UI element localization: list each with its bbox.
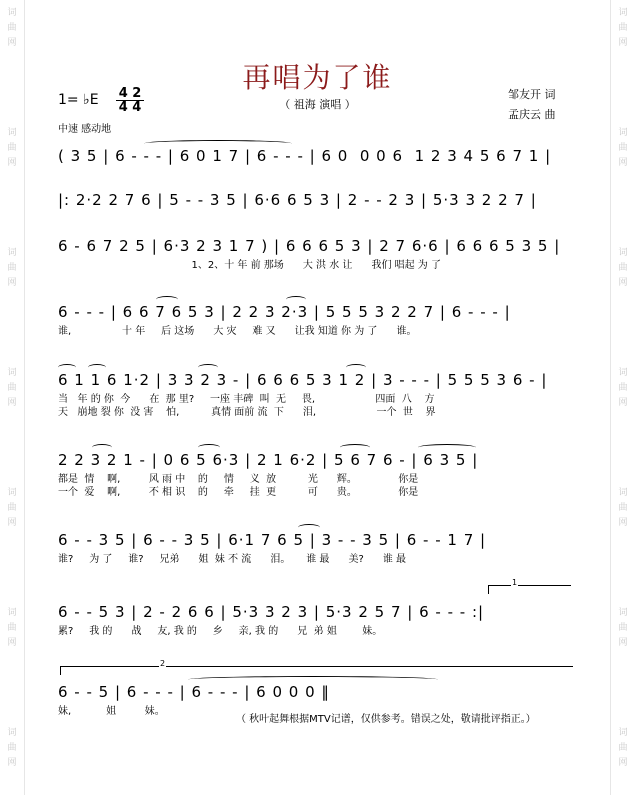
score-row	[58, 602, 573, 642]
watermark-text: 词 曲 网	[618, 728, 628, 768]
lyric-line: 累? 我 的 战 友, 我 的 乡 亲, 我 的 兄 弟 姐 妹。	[58, 626, 383, 637]
watermark-text: 词 曲 网	[7, 8, 17, 48]
score-row	[58, 302, 573, 342]
notation-line: 6 - - 5 3 | 2 - 2 6 6 | 5·3 3 2 3 | 5·3 2 5 7 | 6 - - - :|	[58, 603, 485, 621]
volta-number: 2	[160, 659, 166, 668]
watermark-text: 词 曲 网	[618, 368, 628, 408]
score-row	[58, 450, 573, 498]
notation-line: 6 - - - | 6 6 7 6 5 3 | 2 2 3 2·3 | 5 5 5 3 2 2 7 | 6 - - - |	[58, 303, 511, 321]
lyric-line: 都是 情 啊, 风 雨 中 的 情 义 放 光 辉。 你是	[58, 474, 419, 485]
slur-mark	[88, 364, 106, 371]
tempo-marking: 中速 感动地	[58, 124, 112, 135]
notation-line: 6 - - 5 | 6 - - - | 6 - - - | 6 0 0 0 ‖	[58, 683, 330, 701]
slur-mark	[156, 296, 178, 303]
slur-mark	[58, 364, 76, 371]
left-watermark-strip	[0, 0, 25, 795]
score-row	[58, 190, 573, 230]
watermark-text: 词 曲 网	[7, 128, 17, 168]
score-row	[58, 530, 573, 570]
second-ending-bracket	[60, 659, 573, 675]
watermark-text: 词 曲 网	[618, 248, 628, 288]
score-row	[58, 236, 573, 276]
lyric-line: 一个 爱 啊, 不 相 识 的 牵 挂 更 可 贵。 你是	[58, 487, 419, 498]
singer-credit: （ 祖海 演唱 ）	[279, 98, 356, 111]
notation-line: ( 3 5 | 6 - - - | 6 0 1 7 | 6 - - - | 6 0 0 0 6 1 2 3 4 5 6 7 1 |	[58, 147, 552, 165]
song-title: 再唱为了谁	[242, 61, 393, 94]
watermark-text: 词 曲 网	[618, 608, 628, 648]
notation-line: 2 2 3 2 1 - | 0 6 5 6·3 | 2 1 6·2 | 5 6 7 6 - | 6 3 5 |	[58, 451, 479, 469]
notation-line: 6 1 1 6 1·2 | 3 3 2 3 - | 6 6 6 5 3 1 2 | 3 - - - | 5 5 5 3 6 - |	[58, 371, 548, 389]
lyricist-credit: 邹友开 词	[508, 88, 556, 101]
slur-mark	[286, 296, 306, 303]
lyric-line: 谁, 十 年 后 这场 大 灾 难 又 让我 知道 你 为 了 谁。	[58, 326, 417, 337]
lyric-line: 妹, 姐 妹。	[58, 706, 165, 717]
watermark-text: 词 曲 网	[7, 368, 17, 408]
first-ending-bracket	[488, 578, 571, 594]
score-row	[58, 146, 573, 186]
score-row	[58, 370, 573, 418]
transcription-note: （ 秋叶起舞根据MTV记谱，仅供参考。错误之处，敬请批评指正。）	[236, 714, 536, 725]
slur-mark	[198, 444, 220, 451]
time-signature	[116, 88, 144, 113]
right-watermark-strip	[610, 0, 635, 795]
composer-credit: 孟庆云 曲	[508, 108, 556, 121]
watermark-text: 词 曲 网	[7, 248, 17, 288]
watermark-text: 词 曲 网	[7, 728, 17, 768]
watermark-text: 词 曲 网	[7, 488, 17, 528]
slur-mark	[340, 444, 370, 451]
lyric-line: 天 崩地 裂 你 没 害 怕, 真情 面前 流 下 泪, 一个 世 界	[58, 407, 436, 418]
notation-line: 6 - - 3 5 | 6 - - 3 5 | 6·1 7 6 5 | 3 - - 3 5 | 6 - - 1 7 |	[58, 531, 487, 549]
slur-mark	[92, 444, 112, 451]
tie-mark	[144, 140, 292, 147]
watermark-text: 词 曲 网	[7, 608, 17, 648]
lyric-line: 1、2、十 年 前 那场 大 洪 水 让 我们 唱起 为 了	[58, 260, 441, 271]
notation-line: |: 2·2 2 7 6 | 5 - - 3 5 | 6·6 6 5 3 | 2 - - 2 3 | 5·3 3 2 2 7 |	[58, 191, 537, 209]
tie-mark	[188, 676, 438, 683]
slur-mark	[298, 524, 320, 531]
slur-mark	[198, 364, 218, 371]
lyric-line: 当 年 的 你 今 在 那 里? 一座 丰碑 叫 无 畏, 四面 八 方	[58, 394, 435, 405]
notation-line: 6 - 6 7 2 5 | 6·3 2 3 1 7 ) | 6 6 6 5 3 | 2 7 6·6 | 6 6 6 5 3 5 |	[58, 237, 561, 255]
volta-number: 1	[512, 578, 518, 587]
watermark-text: 词 曲 网	[618, 8, 628, 48]
lyric-line: 谁? 为 了 谁? 兄弟 姐 妹 不 流 泪。 谁 最 美? 谁 最	[58, 554, 407, 565]
slur-mark	[418, 444, 476, 451]
key-signature: 1= ♭E	[58, 92, 99, 108]
slur-mark	[346, 364, 366, 371]
time-signature-top: 4 2	[118, 86, 142, 101]
watermark-text: 词 曲 网	[618, 488, 628, 528]
watermark-text: 词 曲 网	[618, 128, 628, 168]
time-signature-bottom: 4 4	[118, 100, 142, 115]
